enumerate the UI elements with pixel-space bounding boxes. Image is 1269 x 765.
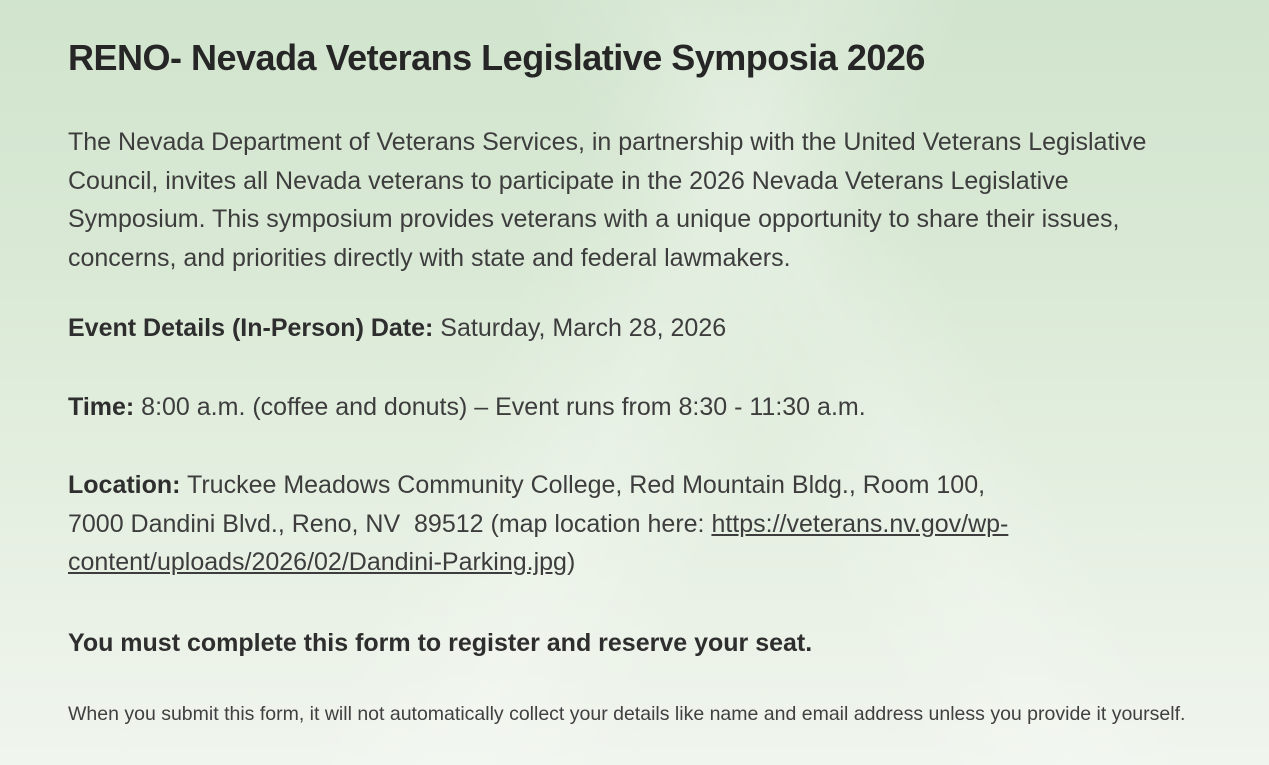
event-date-value: Saturday, March 28, 2026 — [433, 314, 727, 343]
event-location-line2: 7000 Dandini Blvd., Reno, NV 89512 (map location here: — [68, 509, 712, 538]
privacy-note: When you submit this form, it will not automatically collect your details like name and email address unless you provide it yourself. — [68, 702, 1186, 725]
register-notice: You must complete this form to register and reserve your seat. — [68, 628, 813, 657]
event-time-value: 8:00 a.m. (coffee and donuts) – Event runs from 8:30 - 11:30 a.m. — [134, 392, 866, 421]
event-location-line — [68, 466, 1201, 582]
event-date-line — [68, 309, 1201, 348]
form-description: The Nevada Department of Veterans Services, in partnership with the United Veterans Legislative Council, invites all Nevada veterans to participate in the 2026 Nevada Veterans Legislative Symposium. This symposium provides veterans with a unique opportunity to share their issues, concerns, and priorities directly with state and federal lawmakers. — [68, 128, 1147, 272]
form-title: RENO- Nevada Veterans Legislative Symposia 2026 — [68, 37, 925, 78]
event-location-suffix: ) — [566, 548, 576, 577]
event-location-label: Location: — [68, 471, 181, 500]
event-time-line — [68, 388, 1201, 427]
map-location-link[interactable]: https://veterans.nv.gov/wp-content/uploads/2026/02/Dandini-Parking.jpg — [68, 509, 1009, 577]
event-date-label: Event Details (In-Person) Date: — [68, 314, 434, 343]
event-time-label: Time: — [68, 392, 135, 421]
event-location-line1: Truckee Meadows Community College, Red Mountain Bldg., Room 100, — [180, 471, 986, 500]
